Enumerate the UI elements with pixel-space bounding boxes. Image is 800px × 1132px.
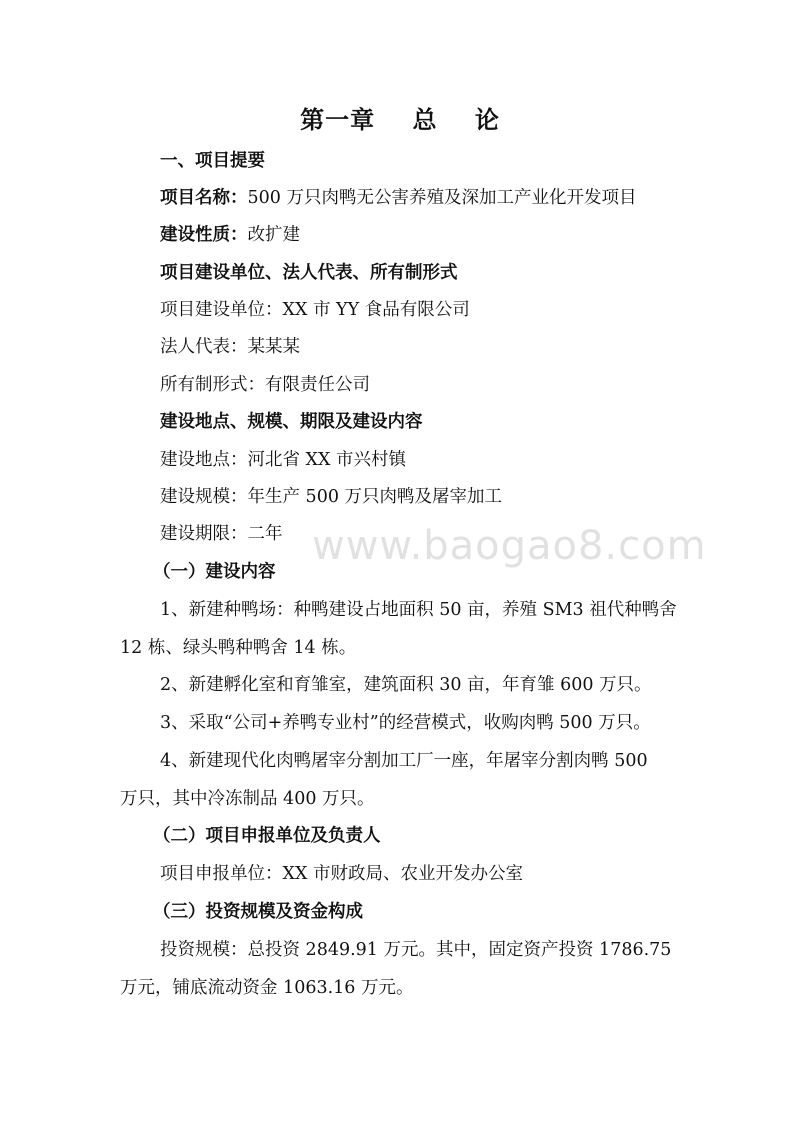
item-1-line-2: 12 栋、绿头鸭种鸭舍 14 栋。 xyxy=(120,638,357,658)
legal-rep-line: 法人代表：某某某 xyxy=(160,337,300,357)
item-3-line: 3、采取“公司+养鸭专业村”的经营模式，收购肉鸭 500 万只。 xyxy=(160,713,651,733)
location-line: 建设地点：河北省 XX 市兴村镇 xyxy=(160,450,407,470)
invest-line-2: 万元，铺底流动资金 1063.16 万元。 xyxy=(120,978,414,998)
subsection-heading-2: （二）项目申报单位及负责人 xyxy=(153,826,381,846)
nature-label: 建设性质： xyxy=(160,225,248,245)
unit-line: 项目建设单位：XX 市 YY 食品有限公司 xyxy=(160,300,470,320)
project-name-line xyxy=(160,179,636,217)
watermark: www.baogao8.com xyxy=(312,523,707,569)
nature-line xyxy=(160,216,300,254)
section-heading: 一、项目提要 xyxy=(160,151,265,171)
unit-heading: 项目建设单位、法人代表、所有制形式 xyxy=(160,263,458,283)
location-heading: 建设地点、规模、期限及建设内容 xyxy=(160,412,423,432)
invest-line-1: 投资规模：总投资 2849.91 万元。其中，固定资产投资 1786.75 xyxy=(160,940,672,960)
ownership-line: 所有制形式：有限责任公司 xyxy=(160,375,370,395)
chapter-title: 第一章 总 论 xyxy=(300,105,500,134)
item-1-line-1: 1、新建种鸭场：种鸭建设占地面积 50 亩，养殖 SM3 祖代种鸭舍 xyxy=(160,600,677,620)
item-4-line-2: 万只，其中冷冻制品 400 万只。 xyxy=(120,789,375,809)
period-line: 建设期限：二年 xyxy=(160,524,283,544)
subsection-heading-1: （一）建设内容 xyxy=(153,562,276,582)
item-2-line: 2、新建孵化室和育雏室，建筑面积 30 亩，年育雏 600 万只。 xyxy=(160,675,652,695)
project-name-value: 500 万只肉鸭无公害养殖及深加工产业化开发项目 xyxy=(247,188,637,208)
subsection-heading-3: （三）投资规模及资金构成 xyxy=(153,902,363,922)
project-name-label: 项目名称： xyxy=(160,188,248,208)
scale-line: 建设规模：年生产 500 万只肉鸭及屠宰加工 xyxy=(160,487,503,507)
nature-value: 改扩建 xyxy=(247,225,300,245)
item-4-line-1: 4、新建现代化肉鸭屠宰分割加工厂一座，年屠宰分割肉鸭 500 xyxy=(160,751,648,771)
applicant-line: 项目申报单位：XX 市财政局、农业开发办公室 xyxy=(160,864,523,884)
